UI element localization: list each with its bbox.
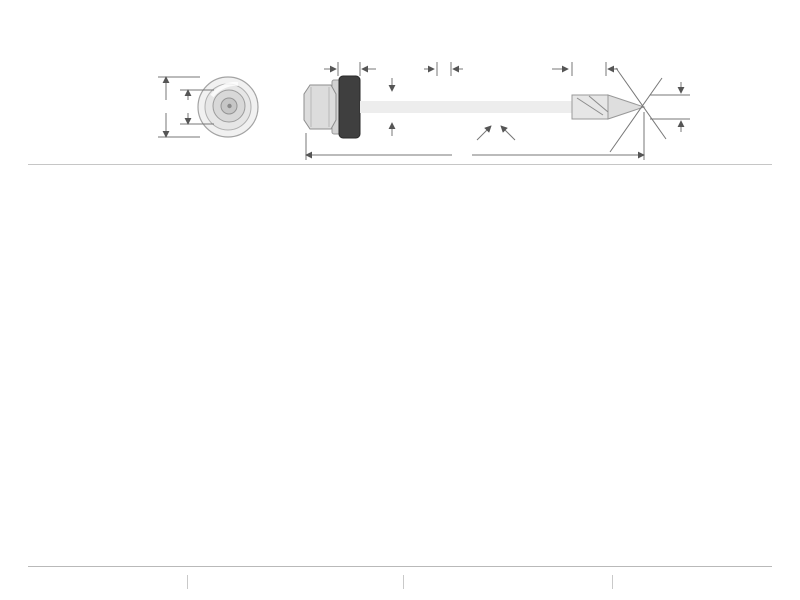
head-view <box>151 77 258 137</box>
spec-table <box>28 164 772 165</box>
brand-logo <box>30 10 178 60</box>
screw-shank <box>360 101 572 113</box>
hex-head <box>304 85 336 129</box>
drill-tip <box>608 95 644 119</box>
footer-divider <box>187 575 188 589</box>
footer-divider <box>612 575 613 589</box>
metal-washer <box>332 80 341 134</box>
footer-divider <box>403 575 404 589</box>
brand-arrow-icon <box>40 21 82 49</box>
drill-flute <box>572 95 608 119</box>
epdm-gasket <box>339 76 360 138</box>
brand-logo-graphic <box>30 10 178 60</box>
side-view <box>304 62 690 161</box>
footer-features <box>28 566 772 597</box>
